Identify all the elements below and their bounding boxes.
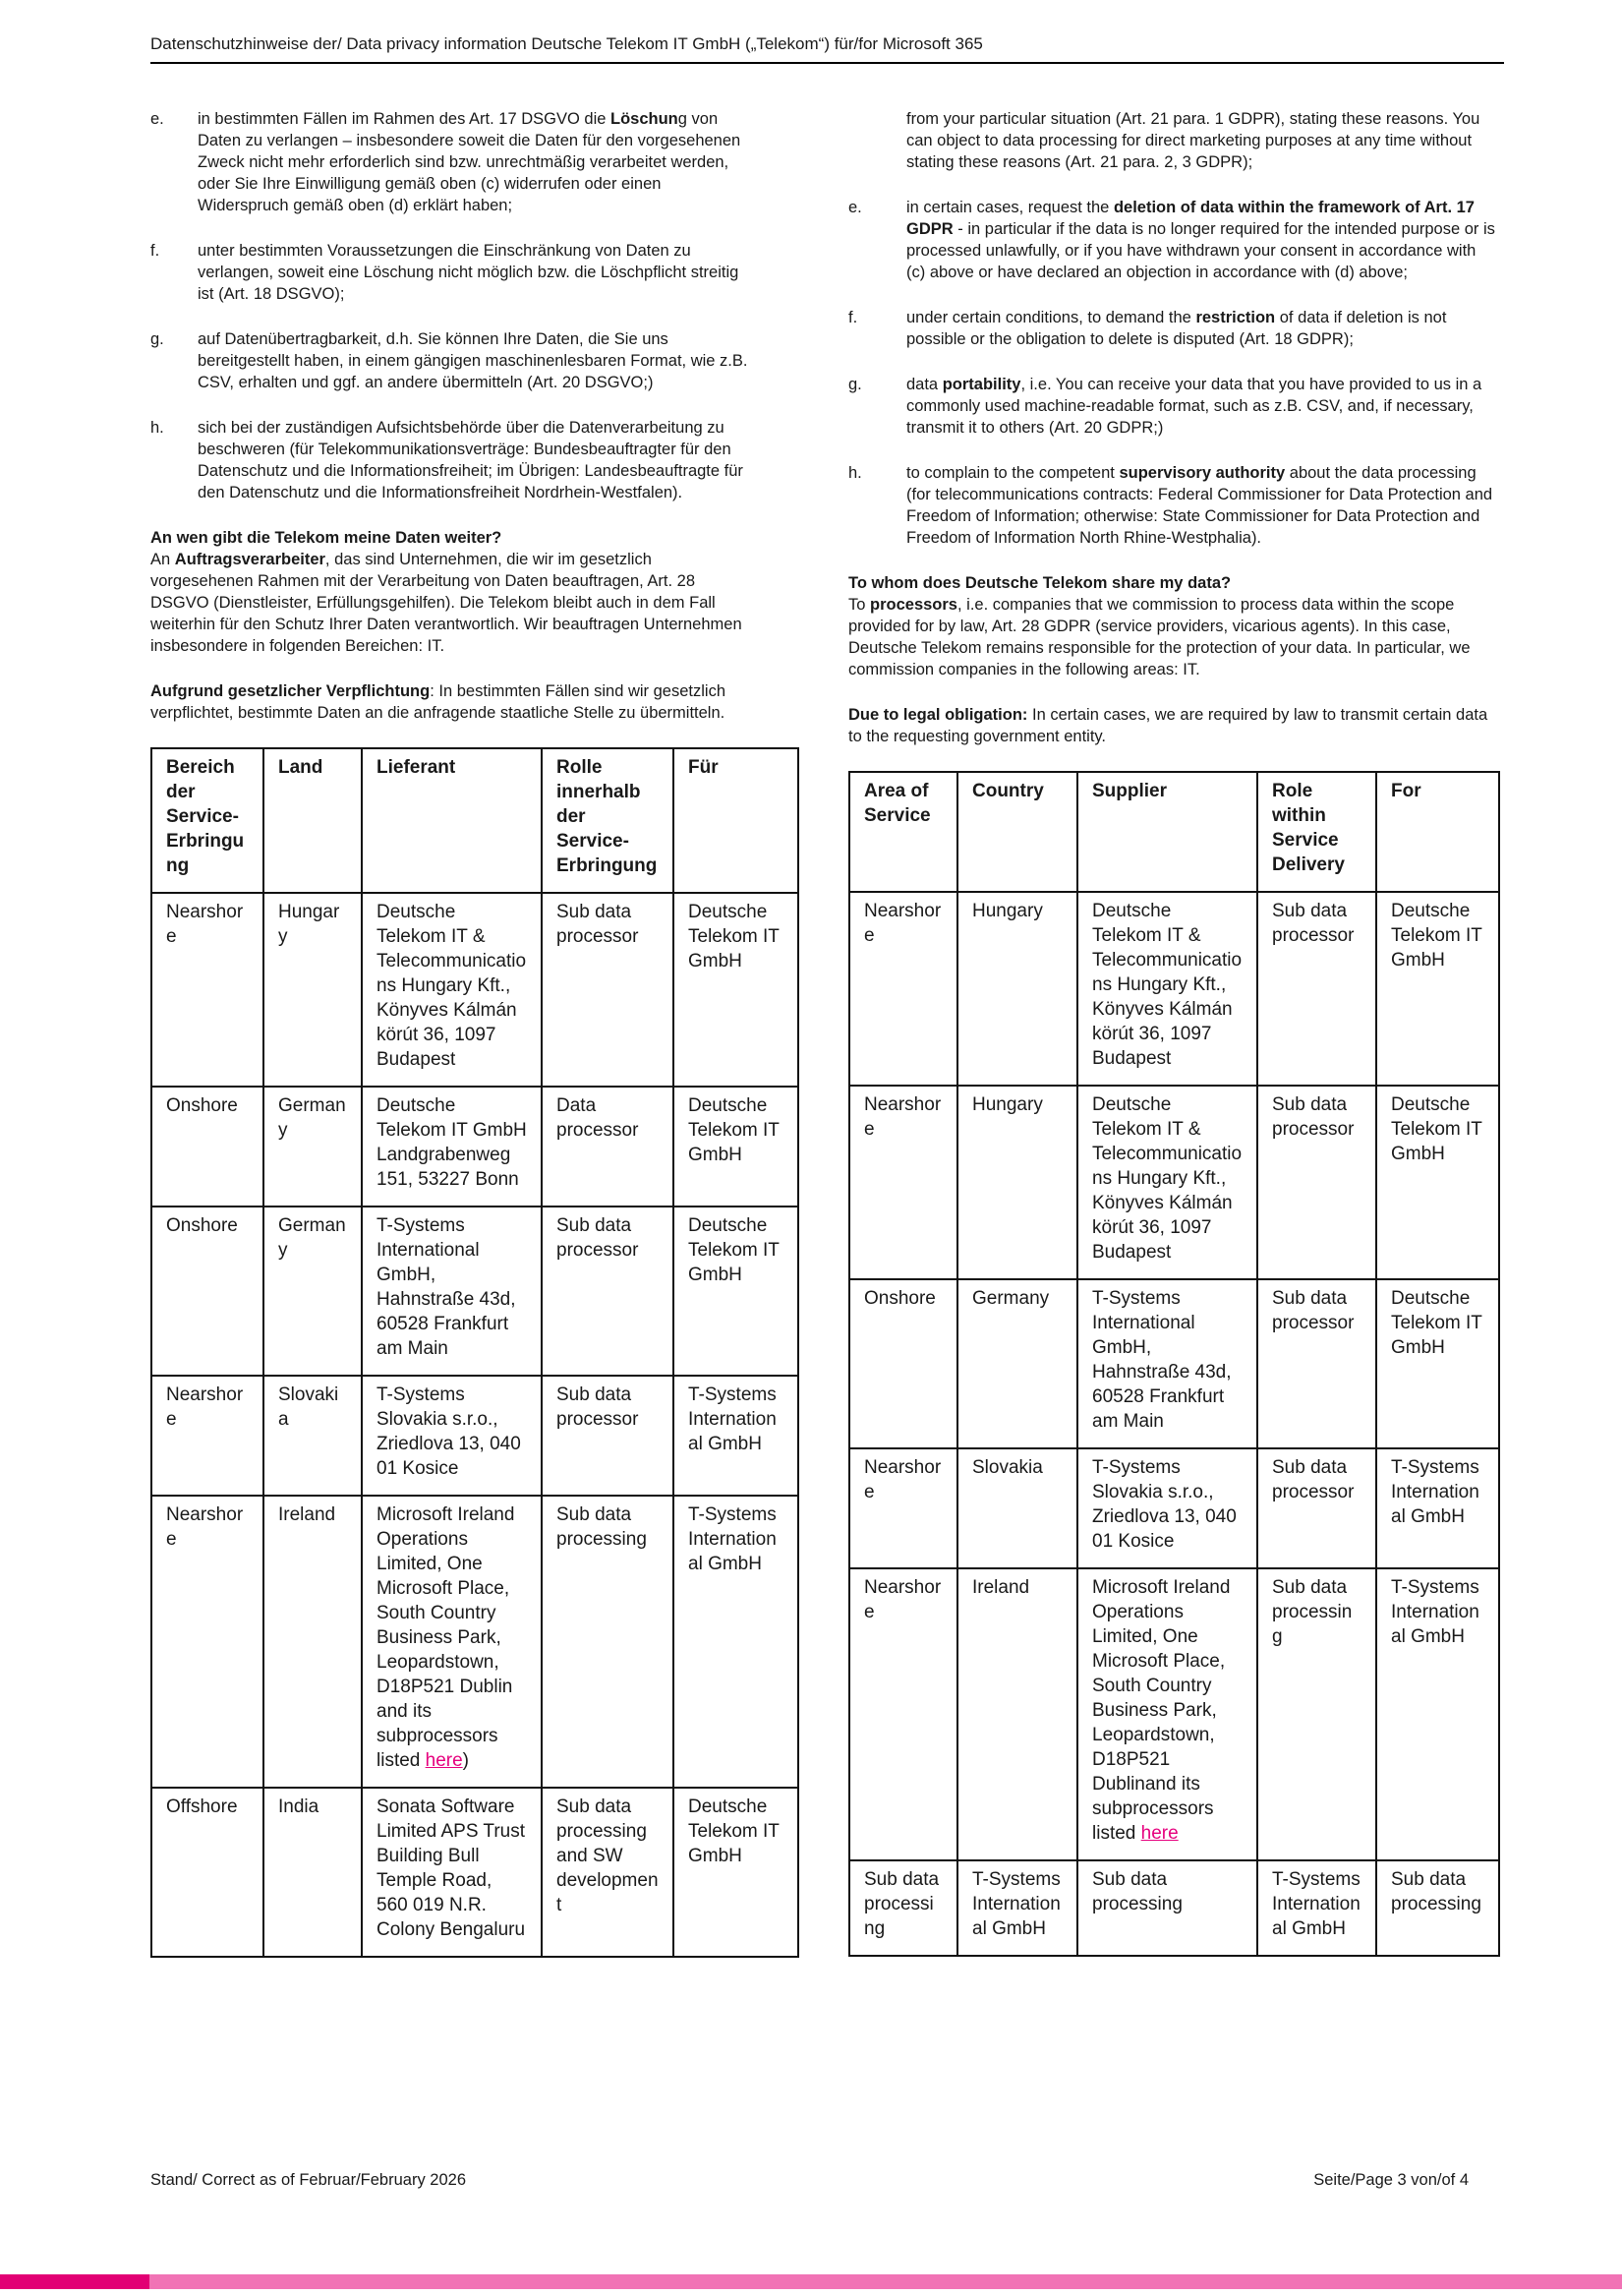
column-header: Area of Service [849,772,957,892]
table-cell: Sub data processing [1077,1860,1257,1956]
text-run: auf Datenübertragbarkeit, d.h. Sie können Ihre Daten, die Sie uns bereitgestellt haben, in einem gängigen maschinenlesbaren Format, wie z.B. CSV, erhalten und ggf. an andere übermitteln (Art. 20 DSGVO;) [198,330,748,391]
table-cell: Deutsche Telekom IT GmbH [1376,1086,1499,1279]
table-cell: Data processor [542,1087,673,1207]
table-cell: Slovakia [957,1448,1077,1568]
table-cell: Nearshore [151,893,263,1087]
suppliers-table-english [848,771,1500,1957]
text-run: To [848,596,871,614]
table-row [151,1207,798,1376]
table-row [151,893,798,1087]
list-item-g [150,328,753,393]
table-cell: Nearshore [849,1086,957,1279]
table-cell: Nearshore [151,1376,263,1496]
text-run: of data if deletion is not possible or the obligation to delete is disputed (Art. 18 GDPR); [906,309,1447,348]
list-text [906,307,1496,350]
table-cell: Nearshore [849,1568,957,1860]
table-cell: Deutsche Telekom IT GmbH [673,893,798,1087]
table-cell: T-Systems International GmbH [1257,1860,1376,1956]
table-cell: Onshore [151,1087,263,1207]
table-row [849,892,1499,1086]
table-row [151,1376,798,1496]
bold-text: deletion of data within the framework of Art. 17 GDPR [906,199,1475,238]
bold-text: portability [942,376,1021,393]
text-run: g von Daten zu verlangen – insbesondere soweit die Daten für den vorgesehenen Zweck nicht mehr erforderlich sind bzw. unrechtmäßig verarbeitet werden, oder Sie Ihre Einwilligung gemäß oben (c) widerrufen oder einen Widerspruch gemäß oben (d) erklärt haben; [198,110,741,214]
page-footer [150,2169,1469,2191]
text-run: ) [462,1750,469,1771]
bottom-bar-accent[interactable] [0,2274,149,2289]
table-cell: Onshore [151,1207,263,1376]
english-column [848,108,1496,1958]
table-cell: Sub data processor [542,893,673,1087]
table-row [849,1568,1499,1860]
subprocessors-link[interactable]: here [425,1750,463,1771]
bold-text: restriction [1195,309,1276,326]
list-label: g. [150,330,164,348]
list-text [198,417,753,503]
column-header: Lieferant [362,748,542,893]
english-blocks [848,108,1496,747]
paragraph [150,680,753,724]
list-label: g. [848,376,862,393]
table-cell: Ireland [957,1568,1077,1860]
text-run: : In bestimmten Fällen sind wir gesetzlich verpflichtet, bestimmte Daten an die anfragende staatliche Stelle zu übermitteln. [150,682,725,722]
paragraph [150,549,753,657]
table-row [849,1860,1499,1956]
list-item-e [848,197,1496,283]
table-cell: Sub data processor [1257,1279,1376,1448]
table-header-row [151,748,798,893]
list-text [906,108,1496,173]
bold-text: supervisory authority [1119,464,1286,482]
column-header: Bereich der Service-Erbringung [151,748,263,893]
table-cell: Hungary [957,892,1077,1086]
list-item-f [150,240,753,305]
document-title: Datenschutzhinweise der/ Data privacy information Deutsche Telekom IT GmbH („Telekom“) für/for Microsoft 365 [150,33,1504,64]
column-header: Supplier [1077,772,1257,892]
column-header: Land [263,748,362,893]
table-row [849,1086,1499,1279]
text-run: under certain conditions, to demand the [906,309,1196,326]
german-column [150,108,780,1958]
table-row [849,1448,1499,1568]
table-cell: Deutsche Telekom IT GmbH [673,1207,798,1376]
text-run: Microsoft Ireland Operations Limited, One Microsoft Place, South Country Business Park, Leopardstown, D18P521 Dublin and its subprocessors listed [377,1504,515,1771]
list-text [198,108,753,216]
list-item-h [150,417,753,503]
list-label: h. [150,419,164,437]
list-label: e. [150,110,164,128]
table-cell: Germany [263,1087,362,1207]
table-cell: Nearshore [151,1496,263,1788]
text-run: from your particular situation (Art. 21 para. 1 GDPR), stating these reasons. You can object to data processing for direct marketing purposes at any time without stating these reasons (Art. 21 para. 2, 3 GDPR); [906,110,1480,171]
table-cell: Deutsche Telekom IT GmbH [673,1087,798,1207]
table-cell: Deutsche Telekom IT GmbH [1376,892,1499,1086]
table-cell: India [263,1788,362,1957]
text-run: , das sind Unternehmen, die wir im gesetzlich vorgesehenen Rahmen mit der Verarbeitung von Daten beauftragen, Art. 28 DSGVO (Dienstleister, Erfüllungsgehilfen). Die Telekom bleibt auch in dem Fall weiterhin für den Schutz Ihrer Daten verantwortlich. Wir beauftragen Unternehmen insbesondere in folgenden Bereichen: IT. [150,551,742,655]
text-run: sich bei der zuständigen Aufsichtsbehörde über die Datenverarbeitung zu beschweren (für Telekommunikationsverträge: Bundesbeauftragter für den Datenschutz und die Informationsfreiheit; im Übrigen: Landesbeauftragte für den Datenschutz und die Informationsfreiheit Nordrhein-Westfalen). [198,419,743,501]
table-row [151,1788,798,1957]
list-item-g [848,374,1496,439]
table-cell: Slovakia [263,1376,362,1496]
text-run: Microsoft Ireland Operations Limited, One Microsoft Place, South Country Business Park, Leopardstown, D18P521 Dublinand its subprocessors listed [1092,1577,1231,1844]
list-text [906,462,1496,549]
text-run: to complain to the competent [906,464,1120,482]
table-row [151,1087,798,1207]
column-header: For [1376,772,1499,892]
bold-text: Auftragsverarbeiter [174,551,325,568]
list-label: f. [150,242,160,260]
table-cell: T-Systems International GmbH [673,1496,798,1788]
table-cell: T-Systems International GmbH, Hahnstraße 43d, 60528 Frankfurt am Main [1077,1279,1257,1448]
table-cell: Deutsche Telekom IT GmbH [1376,1279,1499,1448]
table-cell: Sonata Software Limited APS Trust Building Bull Temple Road, 560 019 N.R. Colony Bengaluru [362,1788,542,1957]
paragraph [848,704,1496,747]
table-cell: Offshore [151,1788,263,1957]
table-row [151,1496,798,1788]
list-item-h [848,462,1496,549]
text-run: , i.e. companies that we commission to process data within the scope provided for by law, Art. 28 GDPR (service providers, vicarious agents). In this case, Deutsche Telekom remains responsible for the protection of your data. In particular, we commission companies in the following areas: IT. [848,596,1471,678]
paragraph [848,594,1496,680]
text-run: , i.e. You can receive your data that you have provided to us in a commonly used machine-readable format, such as z.B. CSV, and, if necessary, transmit it to others (Art. 20 GDPR;) [906,376,1482,437]
list-item-continuation [848,108,1496,173]
table-row [849,1279,1499,1448]
column-header: Role within Service Delivery [1257,772,1376,892]
table-cell: Sub data processing [1376,1860,1499,1956]
bold-text: Löschun [610,110,678,128]
list-text [198,328,753,393]
table-cell: Deutsche Telekom IT & Telecommunications Hungary Kft., Könyves Kálmán körút 36, 1097 Budapest [1077,1086,1257,1279]
page-bottom-bar [0,2274,1622,2289]
table-cell [1077,1568,1257,1860]
footer-date: Stand/ Correct as of Februar/February 2026 [150,2171,466,2189]
column-gap [753,108,848,1958]
list-text [198,240,753,305]
section-heading: An wen gibt die Telekom meine Daten weiter? [150,529,502,547]
table-cell: Onshore [849,1279,957,1448]
table-cell: Sub data processor [1257,892,1376,1086]
list-label: e. [848,199,862,216]
table-cell: T-Systems International GmbH [1376,1568,1499,1860]
table-cell: T-Systems International GmbH [957,1860,1077,1956]
table-cell: Deutsche Telekom IT & Telecommunications Hungary Kft., Könyves Kálmán körút 36, 1097 Budapest [362,893,542,1087]
table-cell: Germany [957,1279,1077,1448]
list-text [906,197,1496,283]
table-cell: T-Systems Slovakia s.r.o., Zriedlova 13, 040 01 Kosice [1077,1448,1257,1568]
text-run: in bestimmten Fällen im Rahmen des Art. 17 DSGVO die [198,110,611,128]
text-run: in certain cases, request the [906,199,1114,216]
text-run: data [906,376,943,393]
text-run: An [150,551,175,568]
text-run: - in particular if the data is no longer required for the intended purpose or is processed unlawfully, or if you have withdrawn your consent in accordance with (c) above or have declared an objection in accordance with (d) above; [906,220,1495,281]
table-cell: Sub data processing [849,1860,957,1956]
table-cell: Hungary [263,893,362,1087]
table-cell: T-Systems International GmbH [1376,1448,1499,1568]
table-cell: Nearshore [849,1448,957,1568]
table-cell: Sub data processor [542,1207,673,1376]
table-cell: Sub data processing [542,1496,673,1788]
list-item-e [150,108,753,216]
column-header: Country [957,772,1077,892]
footer-page-number: Seite/Page 3 von/of 4 [1313,2171,1469,2189]
table-cell: T-Systems Slovakia s.r.o., Zriedlova 13, 040 01 Kosice [362,1376,542,1496]
table-cell: Hungary [957,1086,1077,1279]
table-cell [362,1496,542,1788]
table-cell: Sub data processor [1257,1448,1376,1568]
table-cell: Deutsche Telekom IT GmbH Landgrabenweg 151, 53227 Bonn [362,1087,542,1207]
table-cell: Nearshore [849,892,957,1086]
list-label: h. [848,464,862,482]
table-cell: Sub data processor [542,1376,673,1496]
bold-text: Due to legal obligation: [848,706,1028,724]
subprocessors-link[interactable]: here [1140,1823,1179,1844]
list-text [906,374,1496,439]
text-run: about the data processing (for telecommunications contracts: Federal Commissioner for Data Protection and Freedom of Information; otherwise: State Commissioner for Data Protection and Freedom of Information North Rhine-Westphalia). [906,464,1493,547]
table-cell: Deutsche Telekom IT & Telecommunications Hungary Kft., Könyves Kálmán körút 36, 1097 Budapest [1077,892,1257,1086]
list-item-f [848,307,1496,350]
table-cell: Sub data processor [1257,1086,1376,1279]
bold-text: processors [870,596,957,614]
table-cell: Sub data processing [1257,1568,1376,1860]
list-label [848,108,906,173]
text-run: unter bestimmten Voraussetzungen die Einschränkung von Daten zu verlangen, soweit eine Löschung nicht möglich bzw. die Löschpflicht streitig ist (Art. 18 DSGVO); [198,242,739,303]
table-cell: Sub data processing and SW development [542,1788,673,1957]
column-header: Für [673,748,798,893]
list-label: f. [848,309,858,326]
table-cell: Deutsche Telekom IT GmbH [673,1788,798,1957]
text-run: In certain cases, we are required by law to transmit certain data to the requesting government entity. [848,706,1488,745]
section-heading: To whom does Deutsche Telekom share my data? [848,574,1232,592]
bold-text: Aufgrund gesetzlicher Verpflichtung [150,682,431,700]
suppliers-table-german [150,747,799,1958]
content-columns [150,108,1504,1958]
table-cell: Ireland [263,1496,362,1788]
table-cell: T-Systems International GmbH [673,1376,798,1496]
column-header: Rolle innerhalb der Service-Erbringung [542,748,673,893]
german-blocks [150,108,753,724]
table-cell: T-Systems International GmbH, Hahnstraße 43d, 60528 Frankfurt am Main [362,1207,542,1376]
bottom-bar-track [0,2274,1622,2289]
table-cell: Germany [263,1207,362,1376]
table-header-row [849,772,1499,892]
